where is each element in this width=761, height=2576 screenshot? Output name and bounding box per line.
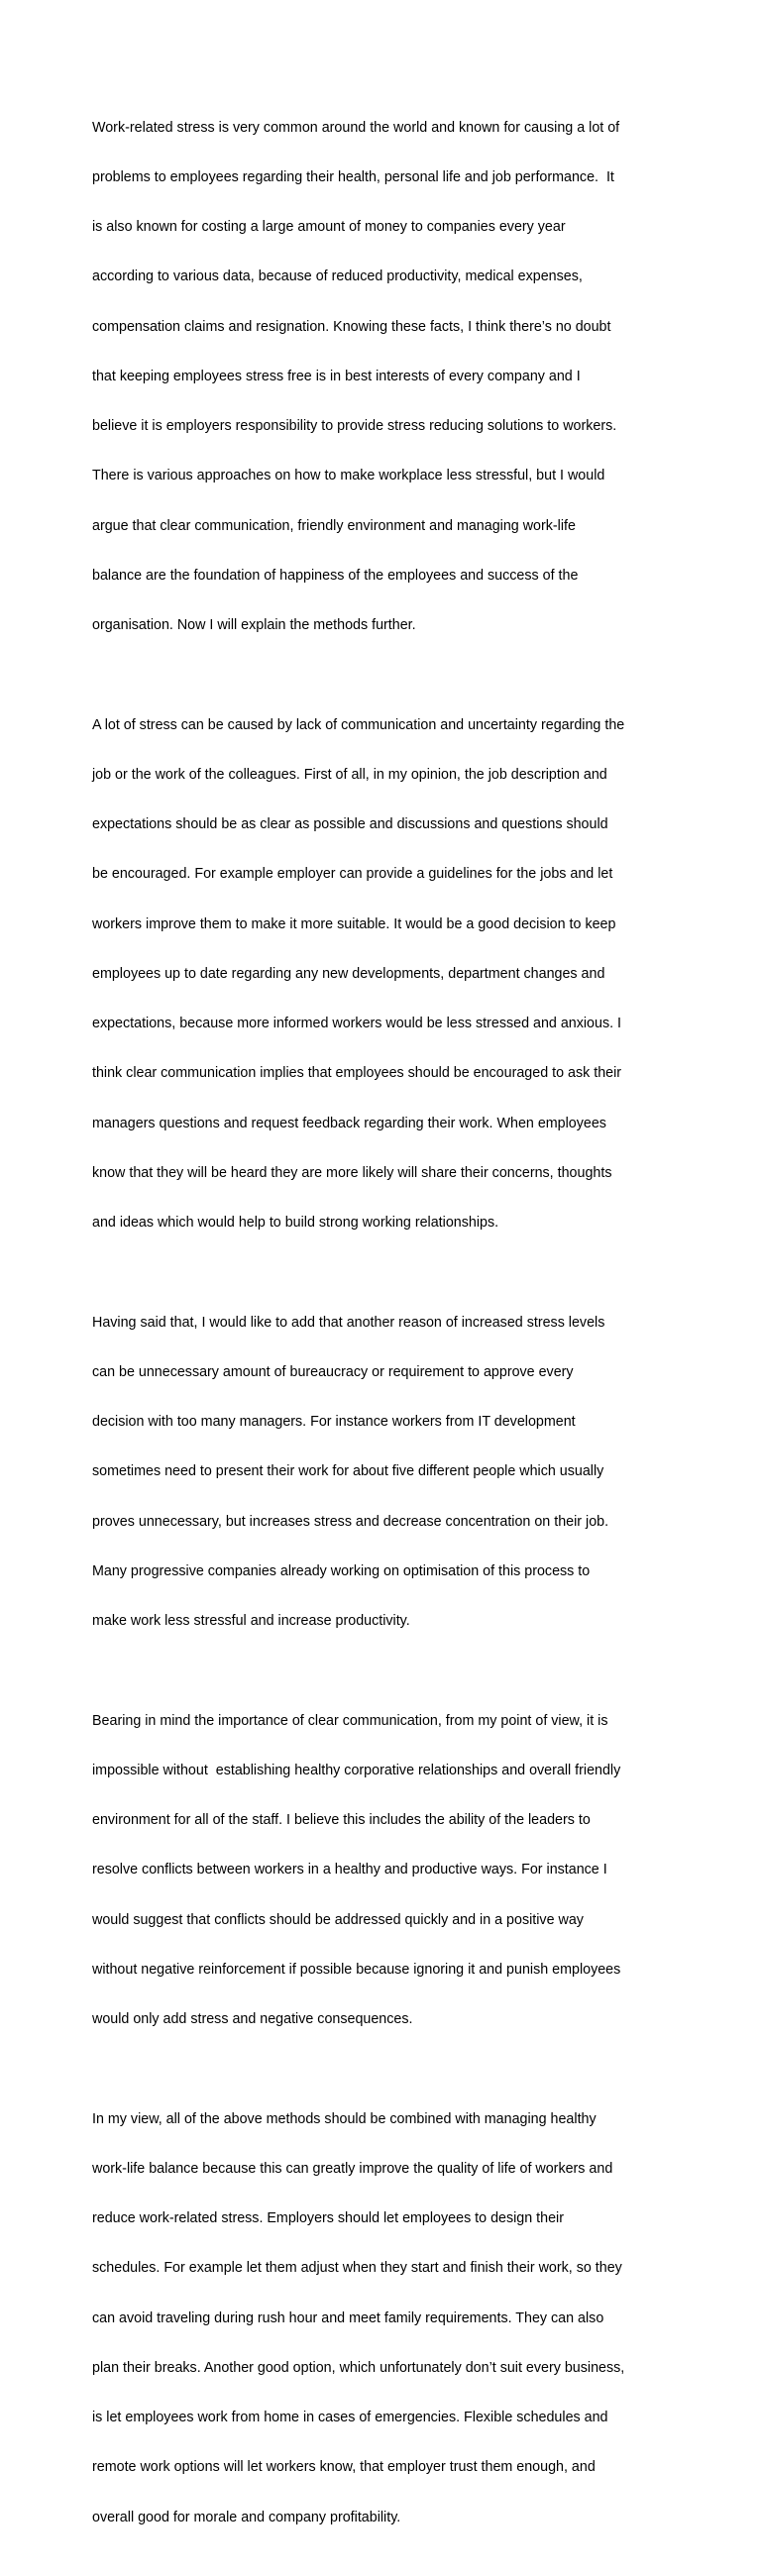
- text-line: impossible without establishing healthy corporative relationships and overall friendly: [92, 1762, 621, 1778]
- paragraph-1: [92, 86, 672, 667]
- text-line: expectations, because more informed workers would be less stressed and anxious. I: [92, 1016, 622, 1031]
- text-line: argue that clear communication, friendly environment and managing work-life: [92, 517, 576, 534]
- text-line: and ideas which would help to build strong working relationships.: [92, 1215, 499, 1231]
- text-line: plan their breaks. Another good option, which unfortunately don’t suit every business,: [92, 2359, 625, 2376]
- text-line: think clear communication implies that employees should be encouraged to ask their: [92, 1065, 622, 1082]
- text-line: Bearing in mind the importance of clear communication, from my point of view, it is: [92, 1712, 608, 1729]
- paragraph-2: [92, 684, 672, 1264]
- text-line: work-life balance because this can greatly improve the quality of life of workers and: [92, 2160, 613, 2177]
- text-line: know that they will be heard they are more likely will share their concerns, thoughts: [92, 1164, 612, 1181]
- text-line: workers improve them to make it more suitable. It would be a good decision to keep: [92, 915, 616, 932]
- text-line: expectations should be as clear as possible and discussions and questions should: [92, 816, 608, 832]
- text-line: schedules. For example let them adjust when they start and finish their work, so they: [92, 2260, 622, 2277]
- paragraph-4: [92, 1679, 672, 2061]
- text-line: job or the work of the colleagues. First of all, in my opinion, the job description and: [92, 766, 607, 783]
- text-line: Many progressive companies already working on optimisation of this process to: [92, 1562, 591, 1579]
- text-line: problems to employees regarding their health, personal life and job performance. It: [92, 168, 614, 185]
- text-line: managers questions and request feedback regarding their work. When employees: [92, 1115, 606, 1131]
- text-line: is also known for costing a large amount of money to companies every year: [92, 219, 566, 235]
- text-line: would only add stress and negative consequences.: [92, 2011, 413, 2027]
- document-body: [92, 86, 672, 2576]
- text-line: environment for all of the staff. I believe this includes the ability of the leaders to: [92, 1812, 591, 1828]
- text-line: believe it is employers responsibility to provide stress reducing solutions to workers.: [92, 418, 617, 434]
- text-line: remote work options will let workers know, that employer trust them enough, and: [92, 2459, 596, 2476]
- text-line: resolve conflicts between workers in a healthy and productive ways. For instance I: [92, 1862, 607, 1878]
- text-line: Work-related stress is very common around the world and known for causing a lot of: [92, 119, 620, 136]
- text-line: balance are the foundation of happiness of the employees and success of the: [92, 567, 579, 584]
- text-line: overall good for morale and company profitability.: [92, 2509, 401, 2525]
- text-line: Having said that, I would like to add that another reason of increased stress levels: [92, 1314, 605, 1331]
- text-line: be encouraged. For example employer can provide a guidelines for the jobs and let: [92, 866, 613, 883]
- text-line: without negative reinforcement if possible because ignoring it and punish employees: [92, 1961, 621, 1978]
- text-line: compensation claims and resignation. Knowing these facts, I think there’s no doubt: [92, 318, 611, 335]
- text-line: can avoid traveling during rush hour and meet family requirements. They can also: [92, 2309, 604, 2326]
- paragraph-5: [92, 2078, 672, 2559]
- text-line: proves unnecessary, but increases stress and decrease concentration on their job.: [92, 1513, 609, 1530]
- text-line: according to various data, because of reduced productivity, medical expenses,: [92, 268, 583, 285]
- text-line: There is various approaches on how to make workplace less stressful, but I would: [92, 468, 605, 484]
- text-line: A lot of stress can be caused by lack of communication and uncertainty regarding the: [92, 716, 625, 733]
- text-line: sometimes need to present their work for about five different people which usually: [92, 1463, 604, 1480]
- text-line: In my view, all of the above methods should be combined with managing healthy: [92, 2110, 597, 2127]
- text-line: reduce work-related stress. Employers should let employees to design their: [92, 2210, 564, 2226]
- text-line: decision with too many managers. For instance workers from IT development: [92, 1414, 576, 1430]
- paragraph-3: [92, 1281, 672, 1663]
- text-line: employees up to date regarding any new developments, department changes and: [92, 965, 605, 982]
- text-line: is let employees work from home in cases of emergencies. Flexible schedules and: [92, 2410, 608, 2425]
- text-line: can be unnecessary amount of bureaucracy or requirement to approve every: [92, 1363, 574, 1380]
- text-line: organisation. Now I will explain the methods further.: [92, 617, 416, 633]
- text-line: that keeping employees stress free is in best interests of every company and I: [92, 368, 581, 384]
- text-line: would suggest that conflicts should be addressed quickly and in a positive way: [92, 1911, 584, 1928]
- text-line: make work less stressful and increase productivity.: [92, 1613, 410, 1629]
